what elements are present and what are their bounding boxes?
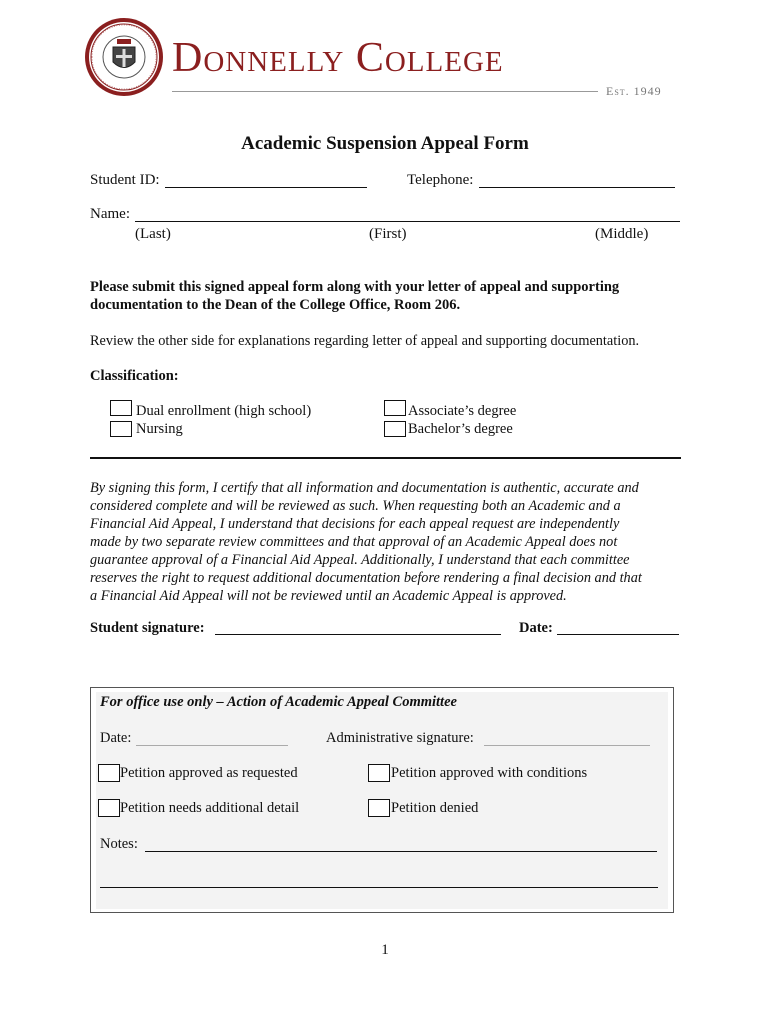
student-signature-label: Student signature: [90, 620, 205, 636]
checkbox-nursing[interactable] [110, 421, 132, 437]
checkbox-denied[interactable] [368, 799, 390, 817]
student-id-label: Student ID: [90, 172, 160, 188]
option-approved-conditions: Petition approved with conditions [391, 765, 588, 781]
office-use-heading: For office use only – Action of Academic Appeal Committee [100, 694, 457, 710]
admin-signature-field[interactable] [484, 745, 650, 746]
option-needs-detail: Petition needs additional detail [120, 800, 300, 816]
notes-label: Notes: [100, 836, 138, 852]
signature-date-field[interactable] [557, 634, 679, 635]
option-denied: Petition denied [391, 800, 479, 816]
classification-label: Classification: [90, 368, 179, 384]
name-label: Name: [90, 206, 130, 222]
office-date-field[interactable] [136, 745, 288, 746]
option-dual-enrollment: Dual enrollment (high school) [136, 403, 312, 419]
certification-line: By signing this form, I certify that all information and documentation is authentic, accurate and [90, 480, 639, 496]
checkbox-associates[interactable] [384, 400, 406, 416]
certification-line: a Financial Aid Appeal will not be reviewed until an Academic Appeal is approved. [90, 588, 567, 604]
telephone-field[interactable] [479, 187, 675, 188]
option-bachelors: Bachelor’s degree [408, 421, 513, 437]
name-part-first: (First) [369, 226, 407, 242]
certification-line: reserves the right to request additional documentation before rendering a final decision and that [90, 570, 642, 586]
checkbox-approved-conditions[interactable] [368, 764, 390, 782]
office-date-label: Date: [100, 730, 132, 746]
telephone-label: Telephone: [407, 172, 474, 188]
established-year: Est. 1949 [606, 84, 662, 98]
header-rule [172, 91, 598, 92]
certification-line: guarantee approval of a Financial Aid Appeal. Additionally, I understand that each committee [90, 552, 630, 568]
notes-field-line-2[interactable] [100, 887, 658, 888]
name-part-last: (Last) [135, 226, 171, 242]
name-field[interactable] [135, 221, 680, 222]
certification-line: made by two separate review committees and that approval of an Academic Appeal does not [90, 534, 618, 550]
certification-statement [90, 479, 682, 605]
certification-line: considered complete and will be reviewed as such. When requesting both an Academic and a [90, 498, 621, 514]
section-divider [90, 457, 681, 459]
checkbox-approved[interactable] [98, 764, 120, 782]
review-note: Review the other side for explanations regarding letter of appeal and supporting documentation. [90, 333, 640, 349]
signature-date-label: Date: [519, 620, 553, 636]
checkbox-needs-detail[interactable] [98, 799, 120, 817]
form-title: Academic Suspension Appeal Form [241, 133, 529, 154]
page-number: 1 [381, 942, 389, 958]
certification-line: Financial Aid Appeal, I understand that decisions for each appeal request are independently [90, 516, 620, 532]
admin-signature-label: Administrative signature: [326, 730, 474, 746]
option-approved: Petition approved as requested [120, 765, 298, 781]
option-nursing: Nursing [136, 421, 183, 437]
checkbox-bachelors[interactable] [384, 421, 406, 437]
notes-field-line-1[interactable] [145, 851, 657, 852]
college-name: Donnelly College [172, 35, 504, 81]
name-part-middle: (Middle) [595, 226, 649, 242]
student-signature-field[interactable] [215, 634, 501, 635]
student-id-field[interactable] [165, 187, 367, 188]
option-associates: Associate’s degree [408, 403, 517, 419]
college-seal-logo [84, 17, 164, 97]
submit-instructions: Please submit this signed appeal form along with your letter of appeal and supporting documentation to the Dean of the College Office, Room 206. [90, 279, 620, 313]
checkbox-dual-enrollment[interactable] [110, 400, 132, 416]
